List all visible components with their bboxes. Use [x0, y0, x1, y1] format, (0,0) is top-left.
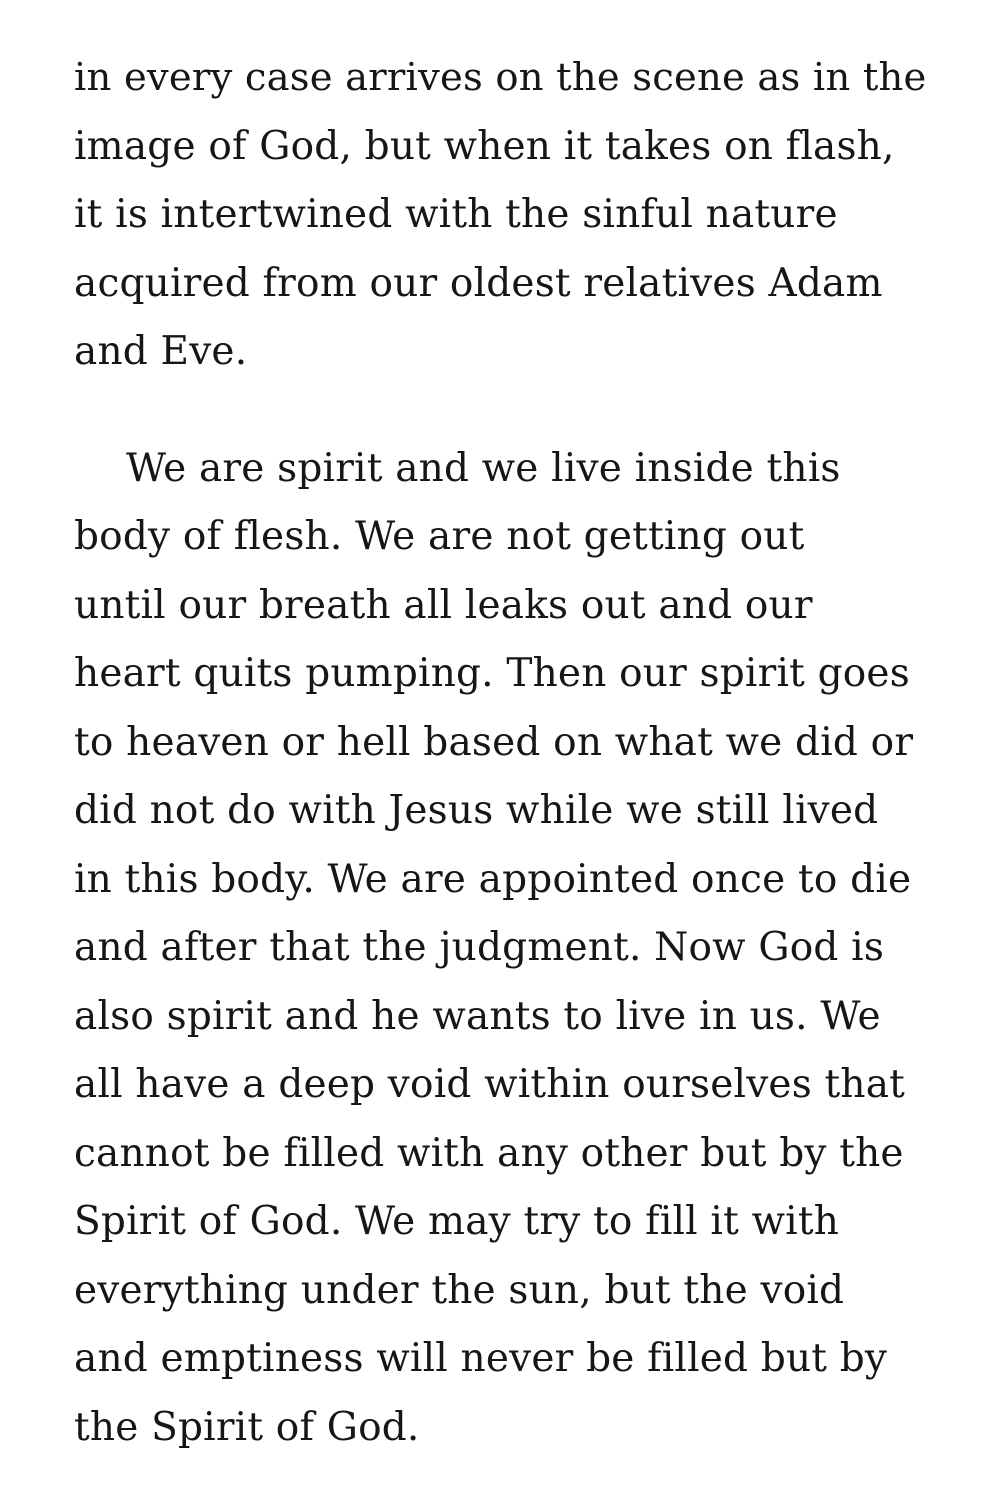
text-line: acquired from our oldest relatives Adam: [74, 260, 883, 306]
text-line: Spirit of God. We may try to fill it with: [74, 1199, 840, 1244]
text-line: to heaven or hell based on what we did or: [74, 719, 914, 765]
text-line: also spirit and he wants to live in us. We: [74, 993, 881, 1039]
text-line: cannot be filled with any other but by the: [74, 1130, 904, 1176]
paragraph-1: [74, 44, 934, 387]
text-line: We are spirit and we live inside this: [126, 445, 841, 491]
text-line: in this body. We are appointed once to die: [74, 856, 912, 902]
text-line: did not do with Jesus while we still lived: [74, 788, 879, 833]
text-line: and Eve.: [74, 329, 248, 374]
text-line: body of flesh. We are not getting out: [74, 514, 805, 559]
paragraph-2: [74, 435, 934, 1463]
text-line: the Spirit of God.: [74, 1404, 420, 1450]
text-line: and after that the judgment. Now God is: [74, 925, 885, 970]
paragraph-spacer: [74, 387, 934, 435]
text-line: in every case arrives on the scene as in the: [74, 55, 927, 100]
document-page: [74, 44, 934, 1462]
text-line: it is intertwined with the sinful nature: [74, 192, 838, 237]
text-line: image of God, but when it takes on flash,: [74, 123, 895, 169]
text-line: heart quits pumping. Then our spirit goes: [74, 651, 910, 696]
text-line: until our breath all leaks out and our: [74, 582, 813, 628]
text-line: everything under the sun, but the void: [74, 1267, 845, 1313]
text-line: all have a deep void within ourselves that: [74, 1062, 906, 1107]
text-line: and emptiness will never be filled but by: [74, 1336, 888, 1381]
